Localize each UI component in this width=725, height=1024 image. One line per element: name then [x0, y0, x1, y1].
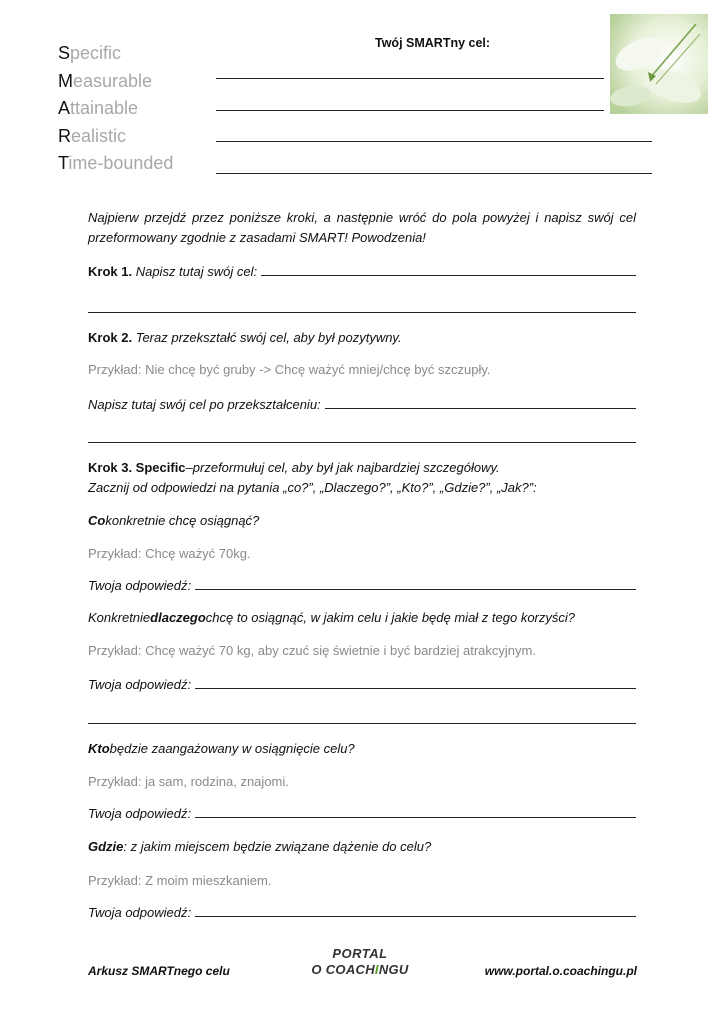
logo-line-1: PORTAL: [332, 946, 388, 961]
smart-letter: A: [58, 98, 71, 118]
goal-answer-line-3[interactable]: [216, 141, 652, 142]
step1-answer-line[interactable]: [261, 263, 636, 276]
smart-letter: S: [58, 43, 71, 63]
answer-kto-line[interactable]: [195, 805, 636, 818]
question-co-example: [88, 545, 636, 563]
step2-row: [88, 329, 636, 347]
smart-row-specific: [58, 40, 173, 68]
smart-word: ime-bounded: [68, 153, 174, 173]
question-co-example-text: Przykład: Chcę ważyć 70kg.: [88, 546, 251, 561]
question-gdzie: [88, 838, 636, 856]
answer-label: Twoja odpowiedź:: [88, 905, 192, 920]
step2-prompt: Napisz tutaj swój cel po przekształceniu:: [88, 397, 321, 412]
step2-label: Krok 2.: [88, 330, 133, 345]
goal-answer-line-2[interactable]: [216, 110, 604, 111]
question-kto-example-text: Przykład: ja sam, rodzina, znajomi.: [88, 774, 289, 789]
step1-answer-line-2[interactable]: [88, 312, 636, 313]
goal-answer-line-4[interactable]: [216, 173, 652, 174]
step3-line2: [88, 479, 636, 497]
smart-row-measurable: [58, 68, 173, 96]
step3-dash: –: [185, 460, 193, 475]
smart-row-realistic: [58, 123, 173, 151]
question-co: [88, 512, 636, 530]
question-gdzie-bold: Gdzie: [88, 839, 124, 854]
smart-letter: R: [58, 125, 71, 146]
step1-row: [88, 263, 636, 281]
smart-row-attainable: [58, 95, 173, 123]
footer-url[interactable]: www.portal.o.coachingu.pl: [484, 964, 637, 978]
smart-word: pecific: [70, 43, 122, 63]
question-dlaczego-text: chcę to osiągnąć, w jakim celu i jakie będę miał z tego korzyści?: [205, 610, 576, 625]
answer-kto-row: [88, 805, 636, 823]
smart-acronym: [58, 40, 173, 178]
step3-label: Krok 3. Specific: [88, 460, 186, 475]
question-gdzie-text: : z jakim miejscem będzie związane dążenie do celu?: [123, 839, 432, 854]
answer-label: Twoja odpowiedź:: [88, 578, 192, 593]
intro-paragraph: Najpierw przejdź przez poniższe kroki, a następnie wróć do pola powyżej i napisz swój cel przeformowany zgodnie z zasadami SMART! Powodzenia!: [88, 210, 636, 245]
step1-label: Krok 1.: [88, 264, 133, 279]
logo-line-2-a: O COACH: [311, 962, 375, 977]
question-gdzie-example-text: Przykład: Z moim mieszkaniem.: [88, 873, 272, 888]
goal-title: Twój SMARTny cel:: [375, 36, 491, 50]
answer-co-row: [88, 577, 636, 595]
portal-logo: [305, 946, 415, 978]
step3-line2-text: Zacznij od odpowiedzi na pytania „co?”, „Dlaczego?”, „Kto?”, „Gdzie?”, „Jak?”:: [88, 480, 537, 495]
smart-row-time-bounded: [58, 150, 173, 178]
question-kto-example: [88, 773, 636, 791]
answer-label: Twoja odpowiedź:: [88, 806, 192, 821]
answer-dlaczego-line[interactable]: [195, 676, 636, 689]
step2-text: Teraz przekształć swój cel, aby był pozytywny.: [135, 330, 402, 345]
question-dlaczego: [88, 609, 636, 627]
step3-text: przeformułuj cel, aby był jak najbardziej szczegółowy.: [192, 460, 500, 475]
question-kto-bold: Kto: [88, 741, 110, 756]
answer-gdzie-line[interactable]: [195, 904, 636, 917]
answer-gdzie-row: [88, 904, 636, 922]
goal-answer-line-1[interactable]: [216, 78, 604, 79]
step2-prompt-row: [88, 396, 636, 414]
question-dlaczego-example: [88, 642, 636, 660]
answer-dlaczego-row: [88, 676, 636, 694]
step1-text: Napisz tutaj swój cel:: [135, 264, 258, 279]
smart-word: ttainable: [70, 98, 139, 118]
step2-answer-line-2[interactable]: [88, 442, 636, 443]
smart-letter: T: [58, 153, 69, 173]
question-kto: [88, 740, 636, 758]
answer-label: Twoja odpowiedź:: [88, 677, 192, 692]
footer-title: Arkusz SMARTnego celu: [88, 964, 230, 978]
question-co-bold: Co: [88, 513, 106, 528]
smart-letter: M: [58, 70, 73, 91]
answer-co-line[interactable]: [195, 577, 636, 590]
logo-line-2-b: NGU: [378, 962, 409, 977]
step2-example-text: Przykład: Nie chcę być gruby -> Chcę ważyć mniej/chcę być szczupły.: [88, 362, 491, 377]
answer-dlaczego-line-2[interactable]: [88, 723, 636, 724]
smart-word: ealistic: [71, 125, 127, 146]
decorative-leaf-icon: [610, 14, 708, 114]
logo-line-2: [305, 961, 415, 978]
step2-answer-line[interactable]: [325, 396, 636, 409]
question-dlaczego-example-text: Przykład: Chcę ważyć 70 kg, aby czuć się świetnie i być bardziej atrakcyjnym.: [88, 643, 536, 658]
question-gdzie-example: [88, 872, 636, 890]
question-kto-text: będzie zaangażowany w osiągnięcie celu?: [109, 741, 355, 756]
question-co-text: konkretnie chcę osiągnąć?: [105, 513, 260, 528]
logo-accent: I: [374, 962, 379, 977]
smart-word: easurable: [73, 70, 153, 91]
step2-example: [88, 361, 636, 379]
step3-row: [88, 459, 636, 477]
question-dlaczego-bold: dlaczego: [150, 610, 206, 625]
question-dlaczego-pre: Konkretnie: [88, 610, 151, 625]
